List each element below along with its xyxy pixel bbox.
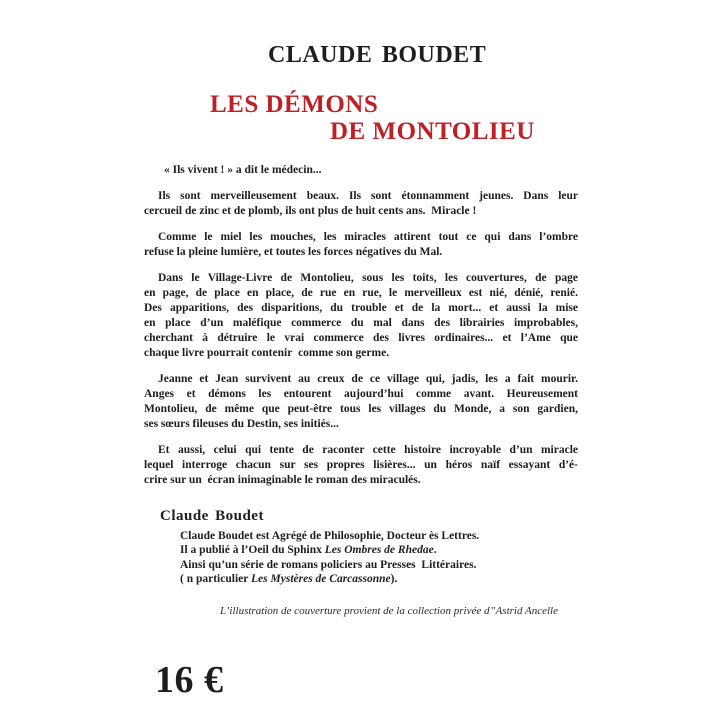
text-line: ses sœurs fileuses du Destin, ses initiés... bbox=[144, 418, 339, 430]
text-line: Jeanne et Jean survivent au creux de ce village qui, jadis, les a fait mourir. bbox=[158, 373, 578, 385]
cover-illustration-credit: L’illustration de couverture provient de la collection privée d’’Astrid Ancelle bbox=[220, 605, 558, 618]
bio-line bbox=[180, 558, 578, 572]
text-line: lequel interroge chacun sur ses propres lisières... un héros naïf essayant d’é- bbox=[144, 459, 578, 471]
bio-text: Claude Boudet est Agrégé de Philosophie, Docteur ès Lettres. bbox=[180, 530, 480, 542]
text-line: Comme le miel les mouches, les miracles attirent tout ce qui dans l’ombre bbox=[158, 231, 578, 243]
text-line: Et aussi, celui qui tente de raconter cette histoire incroyable d’un miracle bbox=[158, 444, 578, 456]
text-line: refuse la pleine lumière, et toutes les forces négatives du Mal. bbox=[144, 246, 443, 258]
book-title-italic: Les Mystères de Carcassonne bbox=[251, 572, 391, 585]
paragraph bbox=[144, 189, 578, 219]
paragraph bbox=[144, 163, 578, 178]
body-paragraphs bbox=[144, 163, 578, 488]
text-line: Anges et démons les entourent aujourd’hui comme avant. Heureusement bbox=[144, 388, 578, 400]
author-name: CLAUDE BOUDET bbox=[268, 42, 487, 68]
text-line: crire sur un écran inimaginable le roman des miraculés. bbox=[144, 474, 421, 486]
book-title-line2: DE MONTOLIEU bbox=[330, 118, 535, 145]
text-line: Des apparitions, des disparitions, du trouble et de la mort... et aussi la mise bbox=[144, 302, 578, 314]
bio-line bbox=[180, 572, 578, 586]
text-line: cherchant à détruire le vrai commerce des livres ordinaires... et l’Ame que bbox=[144, 332, 578, 344]
bio-line bbox=[180, 529, 578, 543]
bio-text: Il a publié à l’Oeil du Sphinx bbox=[180, 544, 325, 557]
paragraph bbox=[144, 443, 578, 488]
text-line: Dans le Village-Livre de Montolieu, sous les toits, les couvertures, de page bbox=[158, 272, 578, 284]
paragraph bbox=[144, 372, 578, 432]
text-line: en page, de place en place, de rue en rue, le merveilleux est nié, dénié, renié. bbox=[144, 287, 578, 299]
paragraph bbox=[144, 271, 578, 361]
book-title-italic: Les Ombres de Rhedae bbox=[324, 544, 434, 557]
text-line: Ils sont merveilleusement beaux. Ils sont étonnamment jeunes. Dans leur bbox=[158, 190, 578, 202]
book-title-line1: LES DÉMONS bbox=[210, 91, 379, 118]
bio-text: ( n particulier bbox=[180, 572, 252, 585]
bio-line bbox=[180, 543, 578, 557]
text-line: Montolieu, de même que peut-être tous les villages du Monde, a son gardien, bbox=[144, 403, 578, 415]
text-line: cercueil de zinc et de plomb, ils ont plus de huit cents ans. Miracle ! bbox=[144, 205, 477, 217]
text-column bbox=[144, 163, 578, 618]
bio-text: Ainsi qu’un série de romans policiers au Presses Littéraires. bbox=[180, 558, 477, 571]
price: 16 € bbox=[155, 659, 224, 701]
paragraph bbox=[144, 230, 578, 260]
bio-text: ). bbox=[390, 572, 398, 585]
bio-lines bbox=[144, 529, 578, 586]
bio-heading: Claude Boudet bbox=[160, 508, 264, 524]
bio-text: . bbox=[433, 544, 437, 557]
text-line: en place d’un maléfique commerce du mal dans des librairies improbables, bbox=[144, 317, 578, 329]
text-line: « Ils vivent ! » a dit le médecin... bbox=[164, 164, 322, 176]
text-line: chaque livre pourrait contenir comme son germe. bbox=[144, 347, 390, 359]
